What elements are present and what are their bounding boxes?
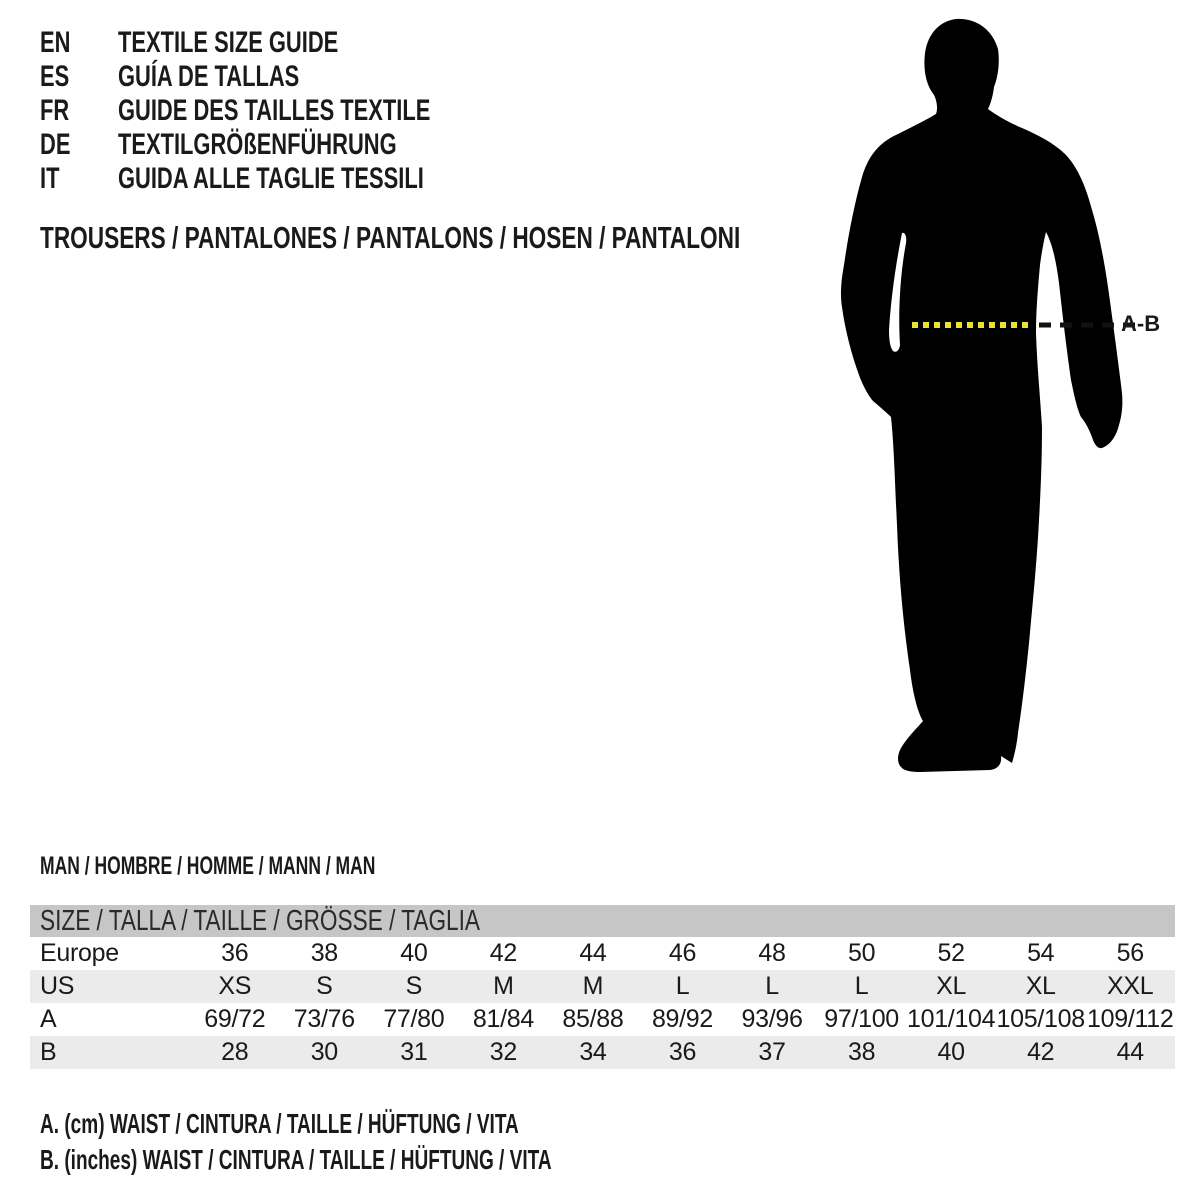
row-label: A — [40, 1005, 57, 1033]
table-cell: 44 — [579, 939, 607, 967]
list-item — [40, 94, 546, 128]
table-cell: 36 — [221, 939, 249, 967]
table-cell: 46 — [668, 939, 697, 967]
man-silhouette-shape — [841, 19, 1122, 772]
table-cell: 105/108 — [996, 1005, 1085, 1033]
gender-heading: MAN / HOMBRE / HOMME / MANN / MAN — [40, 852, 376, 880]
table-cell: 52 — [937, 939, 965, 967]
table-row — [30, 1036, 1175, 1069]
table-cell: 69/72 — [204, 1005, 266, 1033]
table-cell: XL — [1025, 972, 1056, 1000]
table-cell: 93/96 — [741, 1005, 803, 1033]
table-cell: 40 — [400, 939, 428, 967]
language-code: ES — [40, 60, 70, 93]
table-cell: 32 — [489, 1038, 517, 1066]
table-cell: 48 — [758, 939, 786, 967]
table-cell: 42 — [1027, 1038, 1055, 1066]
table-cell: 97/100 — [824, 1005, 899, 1033]
table-cell: 101/104 — [906, 1005, 996, 1033]
table-cell: 56 — [1116, 939, 1144, 967]
guide-title: GUÍA DE TALLAS — [118, 60, 300, 93]
table-cell: XL — [936, 972, 967, 1000]
table-cell: L — [765, 972, 779, 1000]
category-heading: TROUSERS / PANTALONES / PANTALONS / HOSEN / PANTALONI — [40, 220, 741, 255]
table-cell: 44 — [1116, 1038, 1144, 1066]
table-cell: 85/88 — [562, 1005, 624, 1033]
table-row — [30, 937, 1175, 970]
table-cell: 42 — [489, 939, 517, 967]
list-item — [40, 60, 546, 94]
table-cell: 31 — [400, 1038, 428, 1066]
size-table — [30, 905, 1175, 1069]
table-cell: XXL — [1107, 972, 1154, 1000]
table-cell: 109/112 — [1087, 1005, 1174, 1033]
list-item — [40, 128, 546, 162]
table-cell: M — [582, 972, 604, 1000]
guide-title: GUIDA ALLE TAGLIE TESSILI — [118, 162, 424, 195]
measurement-notes — [40, 1106, 792, 1178]
list-item — [40, 26, 546, 60]
table-cell: 37 — [758, 1038, 786, 1066]
table-cell: L — [675, 972, 690, 1000]
table-cell: 54 — [1027, 939, 1055, 967]
table-row — [30, 1003, 1175, 1036]
note-inches: B. (inches) WAIST / CINTURA / TAILLE / HÜFTUNG / VITA — [40, 1144, 552, 1175]
table-row — [30, 970, 1175, 1003]
table-cell: 77/80 — [383, 1005, 445, 1033]
guide-title: GUIDE DES TAILLES TEXTILE — [118, 94, 431, 127]
language-code: FR — [40, 94, 70, 127]
man-silhouette — [840, 15, 1140, 775]
row-label: Europe — [40, 939, 119, 967]
size-table-header: SIZE / TALLA / TAILLE / GRÖSSE / TAGLIA — [30, 905, 1175, 937]
table-cell: 38 — [310, 939, 338, 967]
language-title-list — [40, 26, 546, 196]
table-cell: 81/84 — [472, 1005, 534, 1033]
table-cell: 40 — [937, 1038, 965, 1066]
language-code: EN — [40, 26, 71, 59]
table-cell: 50 — [847, 939, 876, 967]
table-cell: 30 — [310, 1038, 338, 1066]
table-cell: S — [316, 972, 333, 1000]
waist-measure-label: A-B — [1121, 311, 1161, 336]
language-code: IT — [40, 162, 60, 195]
table-cell: 73/76 — [293, 1005, 355, 1033]
guide-title: TEXTILGRÖßENFÜHRUNG — [118, 128, 397, 161]
table-cell: M — [493, 972, 514, 1000]
row-label: B — [40, 1038, 57, 1066]
table-cell: 28 — [221, 1038, 249, 1066]
note-cm: A. (cm) WAIST / CINTURA / TAILLE / HÜFTUNG / VITA — [40, 1108, 519, 1139]
guide-title: TEXTILE SIZE GUIDE — [118, 26, 339, 59]
language-code: DE — [40, 128, 71, 161]
table-cell: L — [854, 972, 869, 1000]
row-label: US — [40, 972, 75, 1000]
table-cell: 36 — [668, 1038, 697, 1066]
table-cell: 38 — [847, 1038, 876, 1066]
table-cell: 89/92 — [651, 1005, 714, 1033]
list-item — [40, 162, 546, 196]
table-cell: XS — [218, 972, 252, 1000]
table-cell: 34 — [579, 1038, 607, 1066]
table-cell: S — [405, 972, 423, 1000]
